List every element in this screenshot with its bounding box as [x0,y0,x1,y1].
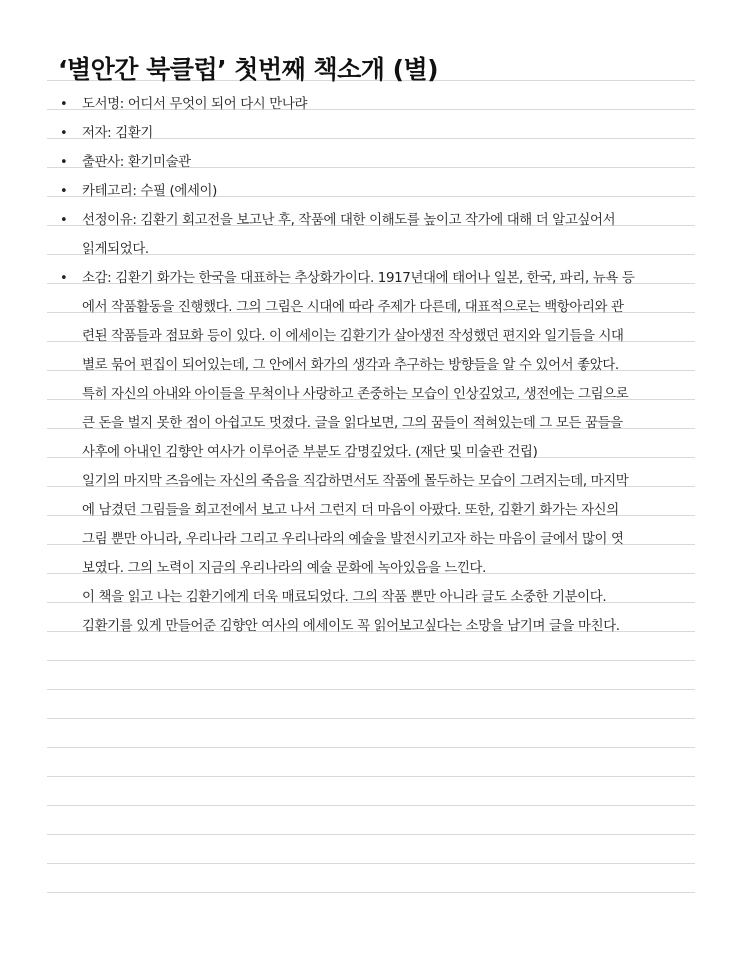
text-line: 사후에 아내인 김향안 여사가 이루어준 부분도 감명깊었다. (재단 및 미술관 건립) [82,445,538,460]
text-line: 선정이유: 김환기 회고전을 보고난 후, 작품에 대한 이해도를 높이고 작가에 대해 더 알고싶어서 [82,213,616,228]
rule-line [47,834,695,835]
text-line: 특히 자신의 아내와 아이들을 무척이나 사랑하고 존중하는 모습이 인상깊었고, 생전에는 그림으로 [82,387,629,402]
bullet-icon: • [60,126,68,141]
list-item [58,119,698,148]
text-line: 큰 돈을 벌지 못한 점이 아쉽고도 멋졌다. 글을 읽다보면, 그의 꿈들이 적혀있는데 그 모든 꿈들을 [82,416,623,431]
text-line: 읽게되었다. [82,242,149,257]
text-line: 에 남겼던 그림들을 회고전에서 보고 나서 그런지 더 마음이 아팠다. 또한, 김환기 화가는 자신의 [82,503,619,518]
text-line: 에서 작품활동을 진행했다. 그의 그림은 시대에 따라 주제가 다른데, 대표적으로는 백항아리와 관 [82,300,624,315]
bullet-icon: • [60,97,68,112]
bullet-icon: • [60,271,68,286]
text-line: 김환기를 있게 만들어준 김향안 여사의 에세이도 꼭 읽어보고싶다는 소망을 남기며 글을 마친다. [82,619,620,634]
bullet-icon: • [60,155,68,170]
list-item [58,177,698,206]
bullet-icon: • [60,184,68,199]
rule-line [47,805,695,806]
text-line: 출판사: 환기미술관 [82,155,191,170]
rule-line [47,863,695,864]
bullet-icon: • [60,213,68,228]
text-line: 저자: 김환기 [82,126,153,141]
text-line: 카테고리: 수필 (에세이) [82,184,217,199]
list-item [58,264,698,641]
book-info-list [58,90,698,641]
rule-line [47,747,695,748]
text-line: 도서명: 어디서 무엇이 되어 다시 만나랴 [82,97,308,112]
rule-line [47,660,695,661]
text-line: 소감: 김환기 화가는 한국을 대표하는 추상화가이다. 1917년대에 태어나 일본, 한국, 파리, 뉴욕 등 [82,271,635,286]
rule-line [47,718,695,719]
list-item [58,90,698,119]
rule-line [47,892,695,893]
rule-line [47,689,695,690]
text-line: 이 책을 읽고 나는 김환기에게 더욱 매료되었다. 그의 작품 뿐만 아니라 글도 소중한 기분이다. [82,590,607,605]
text-line: 그림 뿐만 아니라, 우리나라 그리고 우리나라의 예술을 발전시키고자 하는 마음이 글에서 많이 엿 [82,532,624,547]
text-line: 보였다. 그의 노력이 지금의 우리나라의 예술 문화에 녹아있음을 느낀다. [82,561,487,576]
text-line: 별로 묶어 편집이 되어있는데, 그 안에서 화가의 생각과 추구하는 방향들을 알 수 있어서 좋았다. [82,358,619,373]
rule-line [47,776,695,777]
list-item [58,206,698,264]
text-line: 련된 작품들과 점묘화 등이 있다. 이 에세이는 김환기가 살아생전 작성했던 편지와 일기들을 시대 [82,329,624,344]
text-line: 일기의 마지막 즈음에는 자신의 죽음을 직감하면서도 작품에 몰두하는 모습이 그려지는데, 마지막 [82,474,629,489]
page-title: ‘별안간 북클럽’ 첫번째 책소개 (별) [58,55,439,84]
list-item [58,148,698,177]
